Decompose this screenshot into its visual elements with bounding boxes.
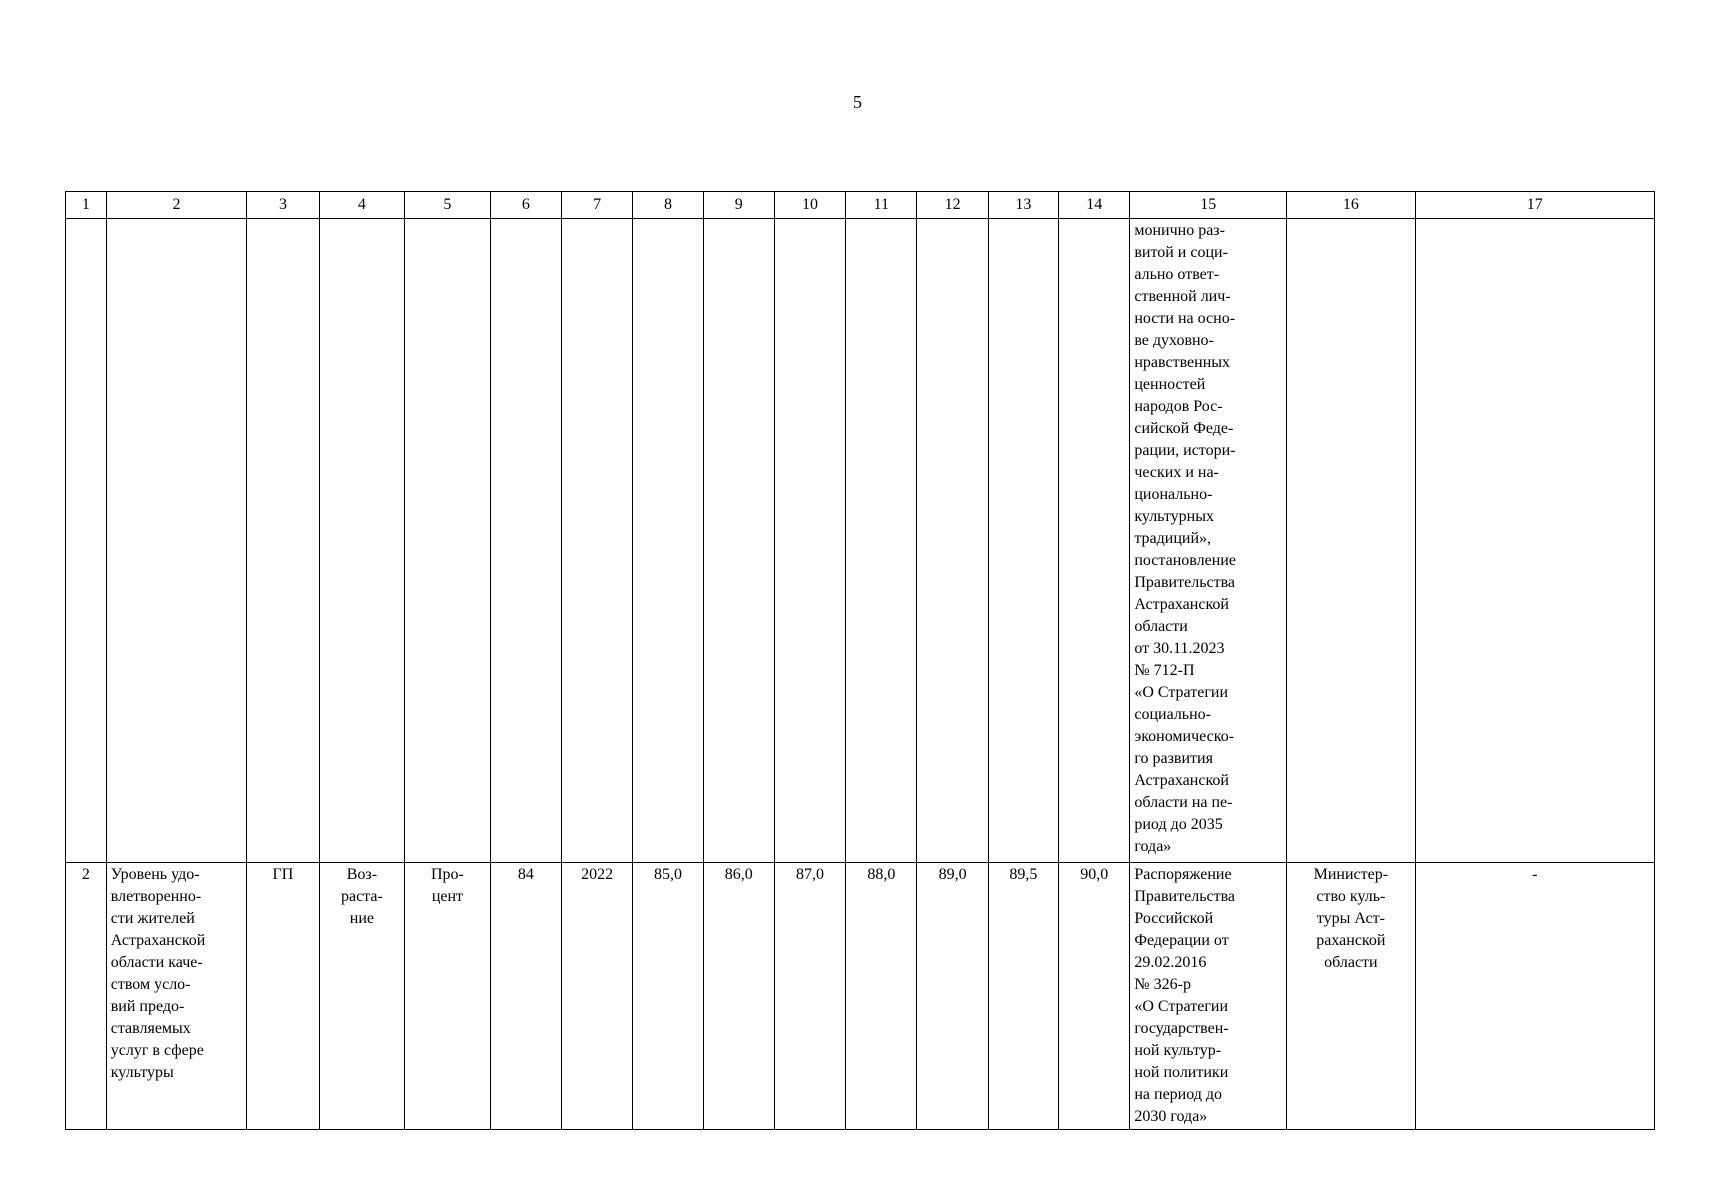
- cell-number: 2: [66, 863, 107, 1130]
- cell-value: 89,5: [988, 863, 1058, 1130]
- column-header: 14: [1059, 192, 1130, 219]
- cell-value: 87,0: [774, 863, 845, 1130]
- cell-document-reference: монично раз- витой и соци- ально ответ- ственной лич- ности на осно- ве духовно- нравственных ценностей народов Рос- сийской Феде- рации, истори- ческих и на- ционально- культурных традиций», постановление Правительства Астраханской области от 30.11.2023 № 712-П «О Стратегии социально- экономическо- го развития Астраханской области на пе- риод до 2035 года»: [1130, 219, 1287, 863]
- cell-value: [917, 219, 988, 863]
- header-row: [66, 192, 1655, 219]
- cell-extra: [1415, 219, 1654, 863]
- column-header: 6: [490, 192, 561, 219]
- cell-unit: Про- цент: [405, 863, 491, 1130]
- cell-value: 88,0: [846, 863, 917, 1130]
- cell-trend: [319, 219, 405, 863]
- cell-extra: -: [1415, 863, 1654, 1130]
- cell-level: [247, 219, 319, 863]
- cell-indicator-name: Уровень удо- влетворенно- сти жителей Астраханской области каче- ством усло- вий предо- ставляемых услуг в сфере культуры: [106, 863, 247, 1130]
- cell-value: [774, 219, 845, 863]
- column-header: 7: [562, 192, 633, 219]
- column-header: 9: [703, 192, 774, 219]
- cell-indicator-name: [106, 219, 247, 863]
- cell-value: 85,0: [633, 863, 703, 1130]
- cell-level: ГП: [247, 863, 319, 1130]
- cell-value: 89,0: [917, 863, 988, 1130]
- column-header: 12: [917, 192, 988, 219]
- column-header: 10: [774, 192, 845, 219]
- cell-document-reference: Распоряжение Правительства Российской Федерации от 29.02.2016 № 326-р «О Стратегии государствен- ной культур- ной политики на период до 2030 года»: [1130, 863, 1287, 1130]
- column-header: 1: [66, 192, 107, 219]
- cell-value: 90,0: [1059, 863, 1130, 1130]
- cell-value: [1059, 219, 1130, 863]
- cell-value: 86,0: [703, 863, 774, 1130]
- cell-value: [633, 219, 703, 863]
- column-header: 11: [846, 192, 917, 219]
- column-header: 17: [1415, 192, 1654, 219]
- indicators-table: [65, 191, 1655, 1130]
- table-row: [66, 863, 1655, 1130]
- cell-base-year: 2022: [562, 863, 633, 1130]
- cell-base-value: [490, 219, 561, 863]
- cell-responsible: [1287, 219, 1415, 863]
- page-number: 5: [853, 92, 862, 112]
- column-header: 2: [106, 192, 247, 219]
- table-row-continuation: [66, 219, 1655, 863]
- column-header: 4: [319, 192, 405, 219]
- cell-base-year: [562, 219, 633, 863]
- cell-number: [66, 219, 107, 863]
- cell-value: [703, 219, 774, 863]
- column-header: 16: [1287, 192, 1415, 219]
- cell-trend: Воз- раста- ние: [319, 863, 405, 1130]
- column-header: 5: [405, 192, 491, 219]
- cell-base-value: 84: [490, 863, 561, 1130]
- column-header: 13: [988, 192, 1058, 219]
- column-header: 8: [633, 192, 703, 219]
- cell-responsible: Министер- ство куль- туры Аст- раханской области: [1287, 863, 1415, 1130]
- column-header: 15: [1130, 192, 1287, 219]
- cell-value: [846, 219, 917, 863]
- cell-value: [988, 219, 1058, 863]
- cell-unit: [405, 219, 491, 863]
- column-header: 3: [247, 192, 319, 219]
